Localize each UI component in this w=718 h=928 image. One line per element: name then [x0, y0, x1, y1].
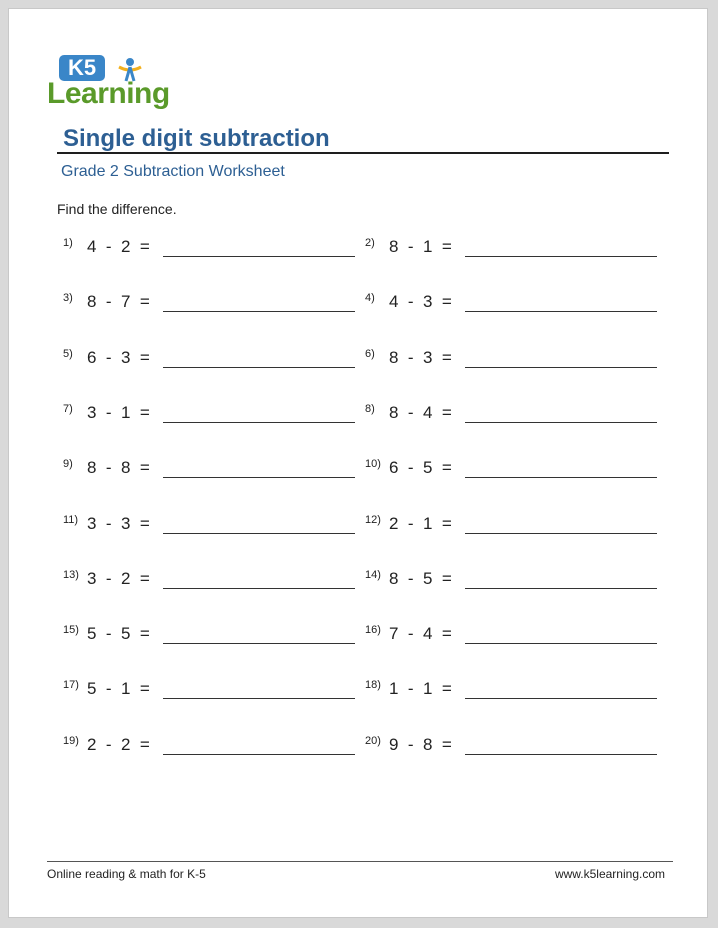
problem-item [63, 403, 363, 427]
problem-number: 8) [365, 402, 375, 415]
problem-item [63, 292, 363, 316]
problem-expression: 5 - 1 = [87, 679, 150, 699]
problem-item [63, 735, 363, 759]
problem-expression: 1 - 1 = [389, 679, 452, 699]
answer-line[interactable] [163, 367, 355, 368]
problem-item [365, 403, 665, 427]
problem-item [63, 458, 363, 482]
answer-line[interactable] [465, 754, 657, 755]
answer-line[interactable] [163, 533, 355, 534]
problem-number: 19) [63, 734, 79, 747]
problem-item [365, 624, 665, 648]
answer-line[interactable] [163, 477, 355, 478]
k5-learning-logo [47, 49, 187, 113]
problem-number: 7) [63, 402, 73, 415]
answer-line[interactable] [163, 588, 355, 589]
problem-number: 5) [63, 347, 73, 360]
problem-expression: 2 - 2 = [87, 734, 150, 754]
problem-expression: 3 - 1 = [87, 402, 150, 422]
problem-expression: 3 - 3 = [87, 513, 150, 533]
problem-number: 20) [365, 734, 381, 747]
problem-number: 4) [365, 292, 375, 305]
worksheet-page [8, 8, 708, 918]
problem-number: 16) [365, 624, 381, 637]
problem-number: 18) [365, 679, 381, 692]
problem-item [365, 237, 665, 261]
problem-item [63, 569, 363, 593]
answer-line[interactable] [465, 422, 657, 423]
footer-divider [47, 861, 673, 862]
logo-wordmark: Learning [47, 77, 170, 110]
footer-url: www.k5learning.com [554, 867, 665, 881]
footer-tagline: Online reading & math for K-5 [47, 867, 206, 881]
problem-expression: 8 - 3 = [389, 347, 452, 367]
answer-line[interactable] [465, 367, 657, 368]
answer-line[interactable] [465, 477, 657, 478]
problem-item [63, 348, 363, 372]
problem-expression: 2 - 1 = [389, 513, 452, 533]
problem-number: 2) [365, 237, 375, 249]
problem-expression: 6 - 3 = [87, 347, 150, 367]
problem-number: 13) [63, 568, 79, 581]
problem-expression: 5 - 5 = [87, 624, 150, 644]
answer-line[interactable] [465, 311, 657, 312]
problem-number: 17) [63, 679, 79, 692]
problem-expression: 8 - 5 = [389, 568, 452, 588]
problem-item [63, 514, 363, 538]
answer-line[interactable] [163, 698, 355, 699]
answer-line[interactable] [163, 643, 355, 644]
problem-item [365, 292, 665, 316]
answer-line[interactable] [163, 754, 355, 755]
problem-expression: 8 - 7 = [87, 292, 150, 312]
problem-item [63, 237, 363, 261]
problem-item [365, 514, 665, 538]
problem-item [365, 348, 665, 372]
problem-expression: 3 - 2 = [87, 568, 150, 588]
answer-line[interactable] [163, 422, 355, 423]
answer-line[interactable] [465, 643, 657, 644]
problem-item [365, 679, 665, 703]
answer-line[interactable] [465, 256, 657, 257]
problem-expression: 4 - 2 = [87, 237, 150, 256]
problem-number: 1) [63, 237, 73, 249]
problem-number: 15) [63, 624, 79, 637]
worksheet-title: Single digit subtraction [63, 125, 330, 152]
problem-number: 3) [63, 292, 73, 305]
problem-number: 12) [365, 513, 381, 526]
problem-number: 11) [63, 513, 79, 526]
problem-expression: 4 - 3 = [389, 292, 452, 312]
problem-number: 14) [365, 568, 381, 581]
problem-expression: 9 - 8 = [389, 734, 452, 754]
problem-expression: 8 - 8 = [87, 458, 150, 478]
answer-line[interactable] [465, 533, 657, 534]
problem-item [63, 624, 363, 648]
problem-item [365, 735, 665, 759]
problem-item [365, 458, 665, 482]
problem-number: 10) [365, 458, 381, 471]
problem-item [365, 569, 665, 593]
answer-line[interactable] [163, 311, 355, 312]
answer-line[interactable] [163, 256, 355, 257]
problem-number: 9) [63, 458, 73, 471]
problem-item [63, 679, 363, 703]
title-divider [57, 152, 669, 154]
problem-expression: 6 - 5 = [389, 458, 452, 478]
answer-line[interactable] [465, 698, 657, 699]
answer-line[interactable] [465, 588, 657, 589]
logo-badge: K5 [59, 55, 105, 81]
problem-expression: 7 - 4 = [389, 624, 452, 644]
problem-expression: 8 - 1 = [389, 237, 452, 256]
instructions: Find the difference. [57, 201, 177, 217]
problem-expression: 8 - 4 = [389, 402, 452, 422]
problem-number: 6) [365, 347, 375, 360]
worksheet-subtitle: Grade 2 Subtraction Worksheet [61, 163, 285, 180]
